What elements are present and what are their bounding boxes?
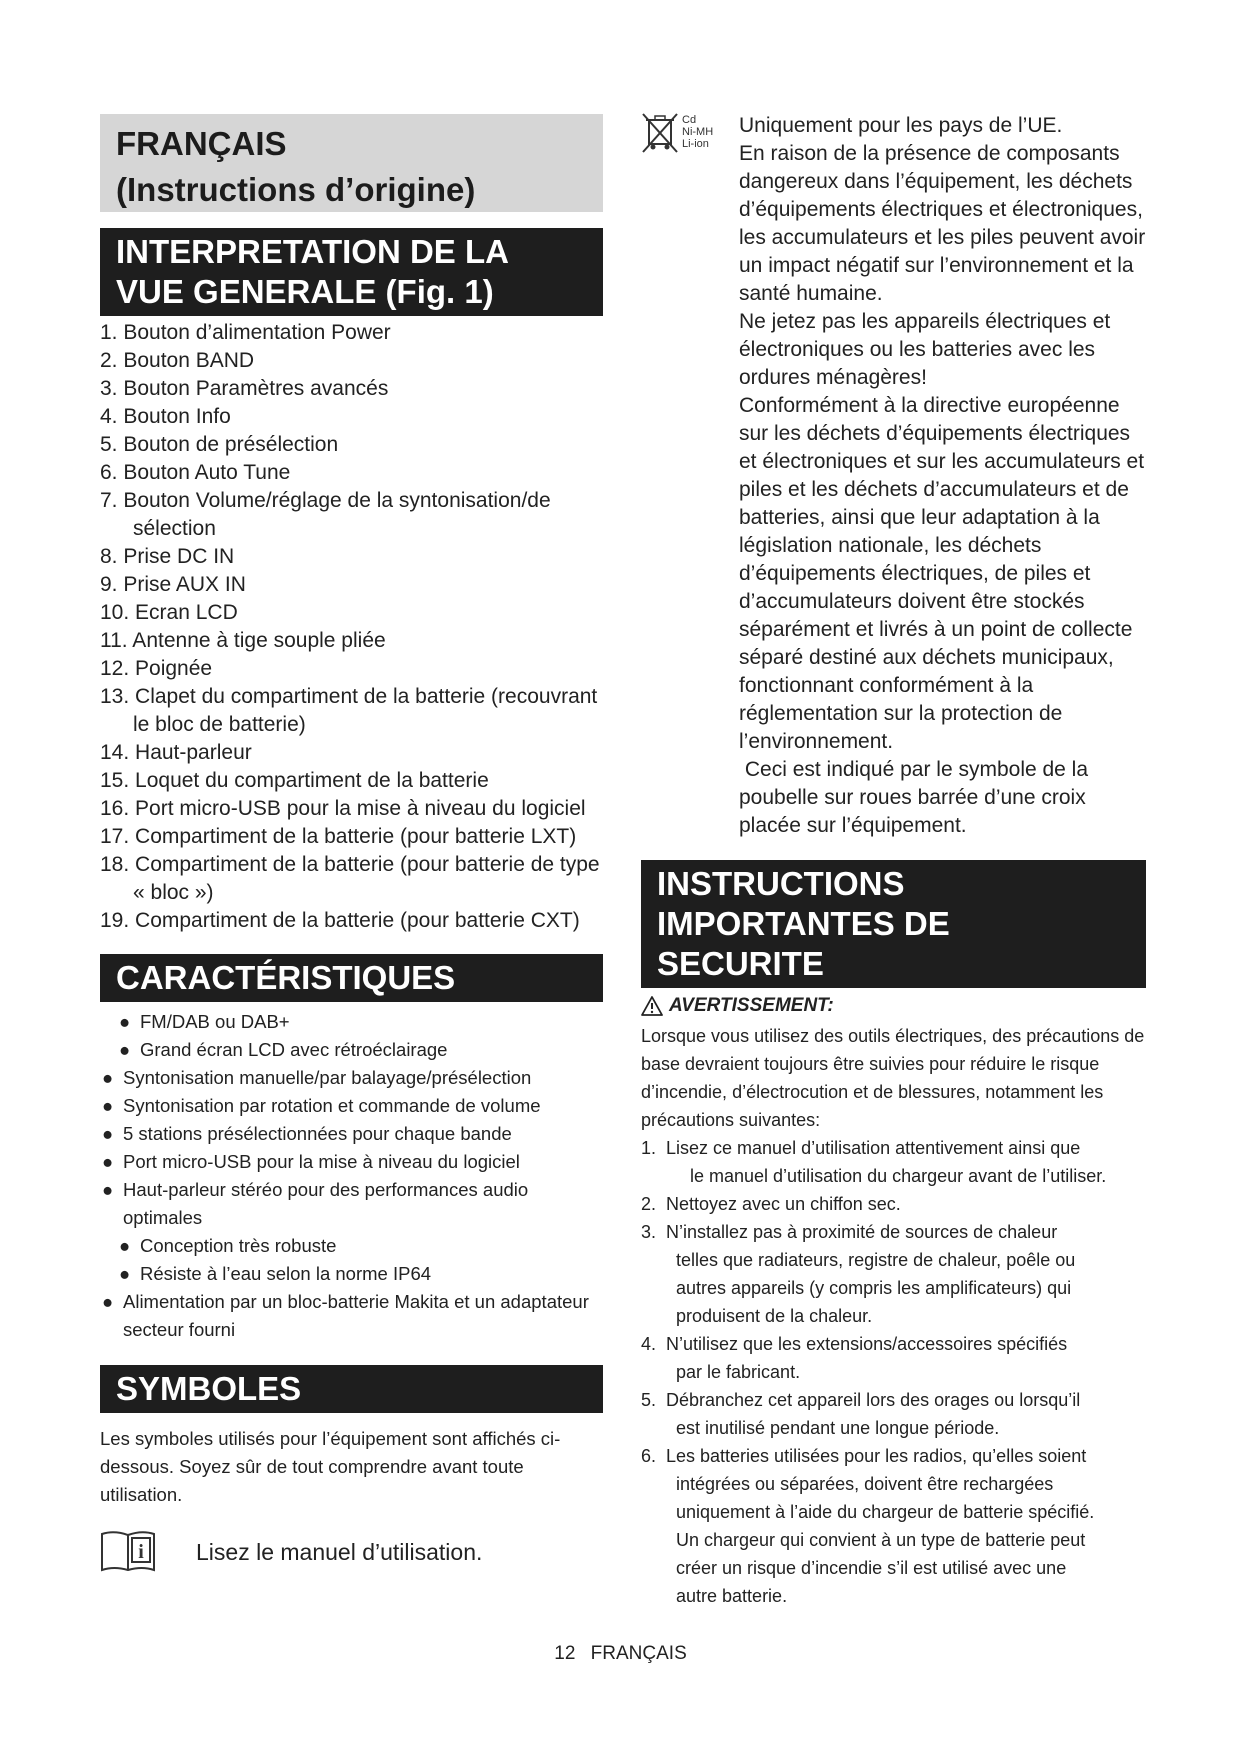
weee-label-liion: Li-ion	[682, 138, 709, 150]
bullet-icon: ●	[119, 1235, 131, 1256]
right-column	[641, 112, 1146, 1610]
list-item: 2. Bouton BAND	[100, 349, 255, 372]
list-item	[100, 1036, 603, 1064]
weee-paragraph: En raison de la présence de composants dangereux dans l’équipement, les déchets d’équipements électriques et électroniques, les accumulateurs et les piles peuvent avoir un impact négatif sur l’environnement et la santé humaine.	[739, 142, 1146, 305]
left-column	[100, 114, 603, 1580]
warning-label: AVERTISSEMENT:	[669, 995, 834, 1016]
feature-text: Port micro-USB pour la mise à niveau du logiciel	[123, 1151, 520, 1172]
page-number: 12	[554, 1643, 576, 1664]
warning-triangle-icon	[641, 996, 663, 1016]
list-item: 13. Clapet du compartiment de la batterie (recouvrant le bloc de batterie)	[100, 685, 598, 736]
item-text: telles que radiateurs, registre de chaleur, poêle ou	[676, 1250, 1076, 1270]
weee-block	[641, 112, 1146, 840]
list-item: 7. Bouton Volume/réglage de la syntonisation/de sélection	[100, 489, 551, 540]
list-item	[100, 1260, 603, 1288]
list-item	[641, 1134, 1146, 1190]
list-item: 12. Poignée	[100, 657, 213, 680]
weee-paragraph: Ne jetez pas les appareils électriques et électroniques ou les batteries avec les ordures ménagères!	[739, 310, 1111, 389]
list-item: 18. Compartiment de la batterie (pour batterie de type « bloc »)	[100, 853, 600, 904]
bullet-icon: ●	[119, 1039, 131, 1060]
item-text: N’installez pas à proximité de sources de chaleur	[666, 1222, 1058, 1242]
list-item: 4. Bouton Info	[100, 405, 231, 428]
list-item: 16. Port micro-USB pour la mise à niveau du logiciel	[100, 797, 586, 820]
list-item	[100, 1092, 603, 1120]
bullet-icon: ●	[102, 1123, 114, 1144]
crossed-bin-icon	[641, 112, 727, 162]
item-text: Nettoyez avec un chiffon sec.	[666, 1194, 901, 1214]
weee-paragraph: Conformément à la directive européenne sur les déchets d’équipements électriques et électroniques et sur les accumulateurs et piles et les déchets d’accumulateurs et de batteries, ainsi que leur adaptation à la législation nationale, les déchets d’équipements électriques, de piles et d’accumulateurs doivent être stockés séparément et livrés à un point de collecte séparé destiné aux déchets municipaux, fonctionnant conformément à la réglementation sur la protection de l’environnement.	[739, 394, 1145, 753]
bullet-icon: ●	[102, 1291, 114, 1312]
footer-language: FRANÇAIS	[590, 1643, 687, 1664]
section-header-interpretation	[100, 228, 603, 316]
list-item: 8. Prise DC IN	[100, 545, 235, 568]
section-header-symboles: SYMBOLES	[100, 1365, 603, 1413]
list-item: 17. Compartiment de la batterie (pour batterie LXT)	[100, 825, 577, 848]
list-item	[100, 1288, 603, 1344]
section-header-instructions	[641, 860, 1146, 988]
feature-text: Alimentation par un bloc-batterie Makita et un adaptateur secteur fourni	[123, 1291, 589, 1340]
read-manual-text: Lisez le manuel d’utilisation.	[196, 1539, 483, 1565]
warning-heading	[641, 993, 1146, 1019]
list-item: 1. Bouton d’alimentation Power	[100, 321, 391, 344]
list-item	[641, 1218, 1146, 1330]
language-subtitle: (Instructions d’origine)	[116, 171, 476, 208]
weee-label-cd: Cd	[682, 114, 697, 126]
list-item	[100, 1232, 603, 1260]
feature-text: Haut-parleur stéréo pour des performances audio optimales	[123, 1179, 529, 1228]
page-footer	[0, 1643, 1241, 1665]
list-item	[100, 1120, 603, 1148]
list-item: 15. Loquet du compartiment de la batterie	[100, 769, 489, 792]
item-text: uniquement à l’aide du chargeur de batterie spécifié.	[676, 1502, 1095, 1522]
list-item	[100, 1008, 603, 1036]
instr-title-line-1: INSTRUCTIONS	[657, 865, 905, 902]
feature-text: Syntonisation manuelle/par balayage/présélection	[123, 1067, 532, 1088]
item-text: Débranchez cet appareil lors des orages ou lorsqu’il	[666, 1390, 1081, 1410]
features-list	[100, 1008, 603, 1344]
bullet-icon: ●	[102, 1095, 114, 1116]
warning-intro: Lorsque vous utilisez des outils électriques, des précautions de base devraient toujours être suivies pour réduire le risque d’incendie, d’électrocution et de blessures, notamment les précautions suivantes:	[641, 1026, 1145, 1130]
item-text: le manuel d’utilisation du chargeur avant de l’utiliser.	[690, 1166, 1107, 1186]
item-number: 1.	[641, 1138, 657, 1158]
list-item	[641, 1442, 1146, 1610]
list-item: 5. Bouton de présélection	[100, 433, 339, 456]
list-item	[641, 1190, 1146, 1218]
list-item: 14. Haut-parleur	[100, 741, 252, 764]
list-item: 11. Antenne à tige souple pliée	[100, 629, 386, 652]
instr-title-line-3: SECURITE	[657, 945, 824, 982]
list-item: 9. Prise AUX IN	[100, 573, 246, 596]
list-item	[641, 1330, 1146, 1386]
item-text: produisent de la chaleur.	[676, 1306, 873, 1326]
list-item	[100, 1176, 603, 1232]
feature-text: FM/DAB ou DAB+	[140, 1011, 290, 1032]
item-number: 6.	[641, 1446, 657, 1466]
read-manual-icon	[100, 1530, 156, 1572]
item-number: 3.	[641, 1222, 657, 1242]
bullet-icon: ●	[102, 1151, 114, 1172]
read-manual-row	[100, 1530, 603, 1580]
feature-text: Grand écran LCD avec rétroéclairage	[140, 1039, 448, 1060]
item-text: Un chargeur qui convient à un type de batterie peut	[676, 1530, 1086, 1550]
item-text: par le fabricant.	[676, 1362, 801, 1382]
list-item	[641, 1386, 1146, 1442]
weee-text	[739, 112, 1146, 840]
item-text: autre batterie.	[676, 1586, 788, 1606]
bullet-icon: ●	[102, 1179, 114, 1200]
list-item: 19. Compartiment de la batterie (pour batterie CXT)	[100, 909, 580, 932]
item-number: 4.	[641, 1334, 657, 1354]
list-item: 6. Bouton Auto Tune	[100, 461, 291, 484]
list-item: 10. Ecran LCD	[100, 601, 238, 624]
feature-text: Syntonisation par rotation et commande de volume	[123, 1095, 541, 1116]
item-text: intégrées ou séparées, doivent être rechargées	[676, 1474, 1054, 1494]
interp-title-line-2: VUE GENERALE (Fig. 1)	[116, 273, 494, 310]
symbols-intro: Les symboles utilisés pour l’équipement sont affichés ci-dessous. Soyez sûr de tout comprendre avant toute utilisation.	[100, 1428, 561, 1505]
interp-title-line-1: INTERPRETATION DE LA	[116, 233, 509, 270]
item-number: 2.	[641, 1194, 657, 1214]
item-text: Les batteries utilisées pour les radios, qu’elles soient	[666, 1446, 1087, 1466]
bullet-icon: ●	[102, 1067, 114, 1088]
parts-list	[100, 319, 603, 935]
instr-title-line-2: IMPORTANTES DE	[657, 905, 950, 942]
language-header	[100, 114, 603, 212]
feature-text: 5 stations présélectionnées pour chaque bande	[123, 1123, 512, 1144]
item-text: créer un risque d’incendie s’il est utilisé avec une	[676, 1558, 1067, 1578]
list-item	[100, 1064, 603, 1092]
feature-text: Conception très robuste	[140, 1235, 337, 1256]
list-item	[100, 1148, 603, 1176]
weee-paragraph: Ceci est indiqué par le symbole de la poubelle sur roues barrée d’une croix placée sur l’équipement.	[739, 758, 1094, 837]
safety-list	[641, 1134, 1146, 1610]
section-header-caracteristiques: CARACTÉRISTIQUES	[100, 954, 603, 1002]
item-text: Lisez ce manuel d’utilisation attentivement ainsi que	[666, 1138, 1081, 1158]
bullet-icon: ●	[119, 1263, 131, 1284]
feature-text: Résiste à l’eau selon la norme IP64	[140, 1263, 432, 1284]
weee-label-nimh: Ni-MH	[682, 126, 714, 138]
item-number: 5.	[641, 1390, 657, 1410]
list-item: 3. Bouton Paramètres avancés	[100, 377, 389, 400]
bullet-icon: ●	[119, 1011, 131, 1032]
language-title: FRANÇAIS	[116, 125, 287, 162]
item-text: N’utilisez que les extensions/accessoires spécifiés	[666, 1334, 1068, 1354]
item-text: autres appareils (y compris les amplificateurs) qui	[676, 1278, 1072, 1298]
item-text: est inutilisé pendant une longue période.	[676, 1418, 1000, 1438]
weee-paragraph: Uniquement pour les pays de l’UE.	[739, 114, 1063, 137]
book-icon-letter: i	[138, 1541, 144, 1563]
